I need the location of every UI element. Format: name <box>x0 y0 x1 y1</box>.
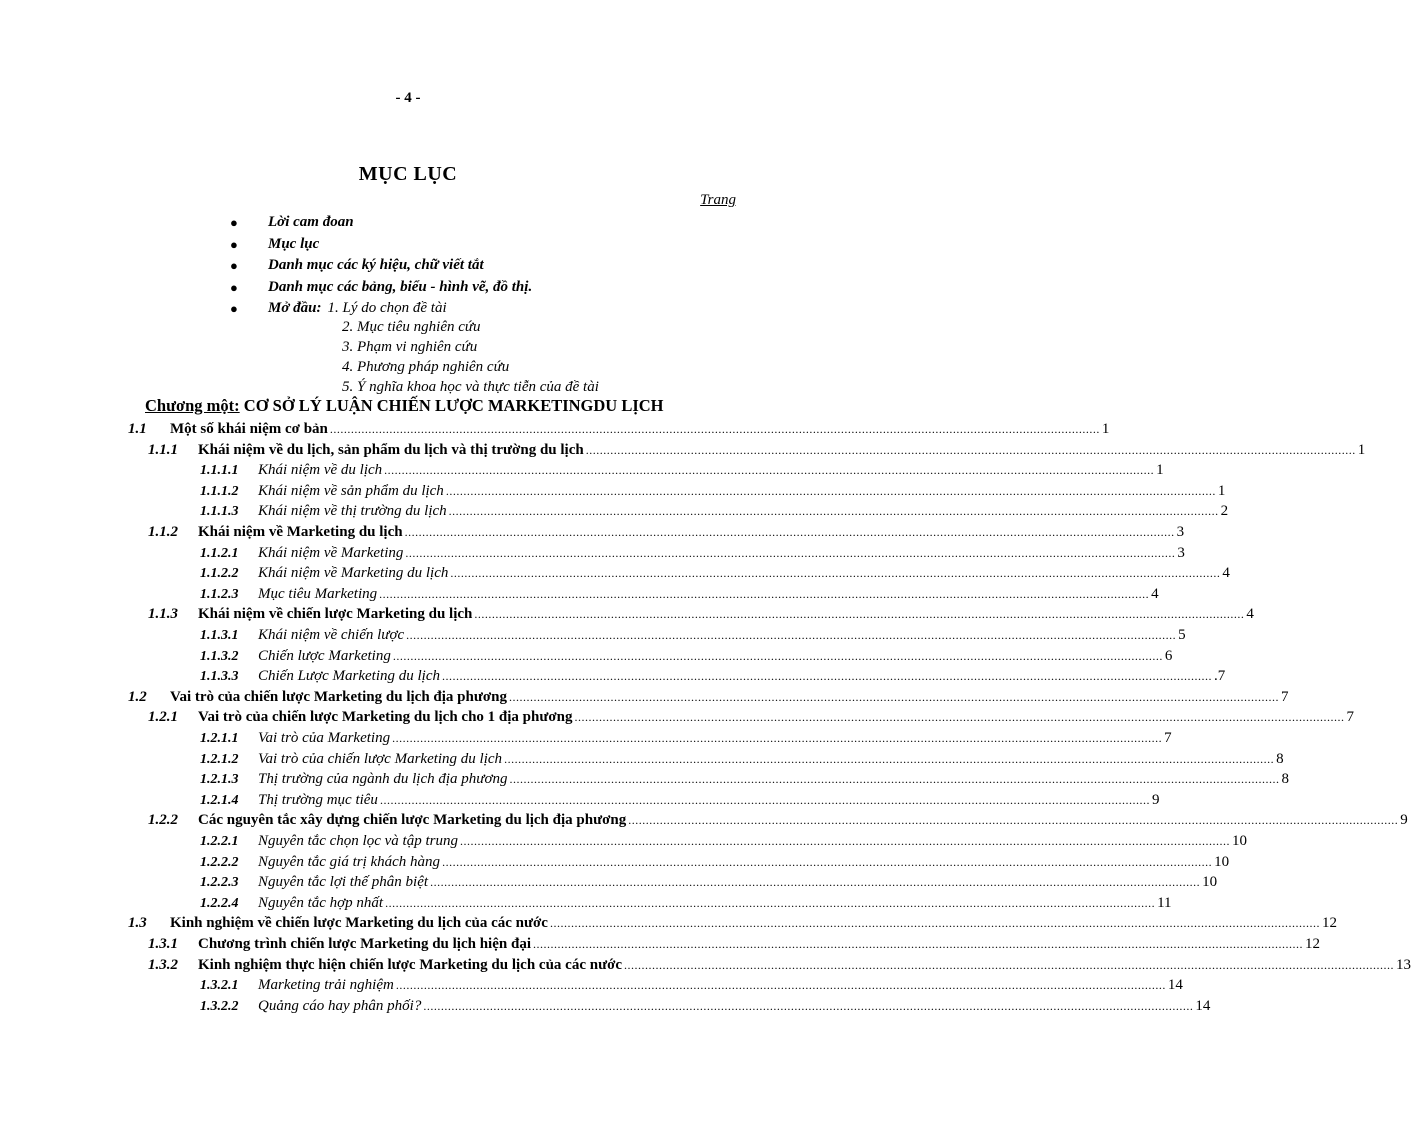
toc-entry-label: Nguyên tắc chọn lọc và tập trung <box>258 833 458 849</box>
toc-entry-page: 12 <box>1321 915 1337 932</box>
dot-leader: ............................................................................................................................................................................................................................ <box>450 566 1221 581</box>
toc-entry-number: 1.2.1 <box>148 709 178 726</box>
toc-entry-number: 1.1.1.1 <box>200 463 239 479</box>
toc-entry[interactable] <box>148 606 1254 623</box>
bullet-icon: ● <box>230 236 238 252</box>
dot-leader: ............................................................................................................................................................................................................................ <box>628 813 1399 828</box>
toc-entry[interactable] <box>200 977 1183 994</box>
toc-entry-page: .7 <box>1214 668 1226 685</box>
toc-entry-label: Khái niệm về Marketing du lịch <box>258 565 449 582</box>
chapter-title: CƠ SỞ LÝ LUẬN CHIẾN LƯỢC MARKETINGDU LỊCH <box>239 396 664 415</box>
front-matter-item[interactable] <box>230 212 750 234</box>
front-matter-label: Mở đầu: 1. Lý do chọn đề tài <box>268 300 447 316</box>
toc-entry[interactable] <box>148 709 1355 726</box>
toc-entry-label: Vai trò của chiến lược Marketing du lịch <box>258 750 503 767</box>
dot-leader: ............................................................................................................................................................................................................................ <box>329 422 1100 436</box>
dot-leader: ............................................................................................................................................................................................................................ <box>474 607 1245 622</box>
page-title: MỤC LỤC <box>358 163 458 185</box>
intro-subitem: 1. Lý do chọn đề tài <box>327 300 447 316</box>
toc-entry-label: Quảng cáo hay phân phối? <box>258 997 422 1014</box>
toc-entry-page: 3 <box>1177 544 1185 561</box>
page-number: - 4 - <box>395 90 421 106</box>
front-matter-label: Danh mục các bảng, biểu - hình vẽ, đồ thị. <box>268 278 533 295</box>
toc-entry-label: Thị trường của ngành du lịch địa phương <box>258 771 508 788</box>
toc-entry-label: Chiến Lược Marketing du lịch <box>258 668 440 685</box>
toc-entry-number: 1.2.2.3 <box>200 875 239 891</box>
toc-entry-label: Khái niệm về sản phẩm du lịch <box>258 482 444 499</box>
toc-entry-number: 1.1.2.1 <box>200 545 239 561</box>
toc-entry[interactable] <box>200 462 1164 479</box>
toc-entry[interactable] <box>200 833 1247 850</box>
toc-entry[interactable] <box>148 936 1320 953</box>
dot-leader: ............................................................................................................................................................................................................................ <box>430 875 1201 890</box>
toc-entry-number: 1.3 <box>128 915 147 932</box>
dot-leader: ............................................................................................................................................................................................................................ <box>574 710 1345 725</box>
front-matter-item[interactable] <box>230 234 750 256</box>
bullet-icon: ● <box>230 279 238 295</box>
toc-entry-label: Nguyên tắc giá trị khách hàng <box>258 853 441 870</box>
toc-entry-number: 1.3.2.1 <box>200 978 239 994</box>
toc-entry[interactable] <box>200 668 1226 685</box>
intro-subitem[interactable]: 4. Phương pháp nghiên cứu <box>342 359 510 375</box>
toc-entry-page: 4 <box>1151 585 1159 602</box>
toc-entry-page: 5 <box>1178 627 1186 643</box>
toc-entry-number: 1.3.2.2 <box>200 998 239 1014</box>
toc-entry[interactable] <box>200 544 1185 562</box>
dot-leader: ............................................................................................................................................................................................................................ <box>504 751 1275 766</box>
toc-entry-page: 8 <box>1276 750 1284 767</box>
toc-entry-number: 1.1.3.1 <box>200 628 239 643</box>
front-matter-item[interactable] <box>230 277 750 299</box>
toc-entry-page: 4 <box>1222 565 1230 582</box>
toc-entry-page: 3 <box>1176 524 1185 540</box>
toc-entry-number: 1.1.3 <box>148 606 178 623</box>
toc-entry-label: Vai trò của chiến lược Marketing du lịch cho 1 địa phương <box>198 709 573 726</box>
toc-entry-label: Marketing trải nghiệm <box>258 977 394 994</box>
toc-entry-number: 1.2.2.4 <box>200 895 239 911</box>
toc-entry[interactable] <box>128 688 1289 706</box>
toc-entry-page: 7 <box>1346 709 1355 726</box>
front-matter-label: Lời cam đoan <box>268 214 354 230</box>
dot-leader: ............................................................................................................................................................................................................................ <box>392 731 1163 745</box>
toc-entry-label: Vai trò của chiến lược Marketing du lịch địa phương <box>170 688 508 705</box>
toc-entry-page: 10 <box>1214 853 1230 870</box>
toc-entry-label: Chiến lược Marketing <box>258 647 391 664</box>
toc-entry[interactable] <box>200 750 1284 768</box>
dot-leader: ............................................................................................................................................................................................................................ <box>379 792 1150 807</box>
toc-entry[interactable] <box>148 812 1408 829</box>
dot-leader: ............................................................................................................................................................................................................................ <box>395 978 1166 993</box>
dot-leader: ............................................................................................................................................................................................................................ <box>392 648 1163 663</box>
dot-leader: ............................................................................................................................................................................................................................ <box>624 957 1395 972</box>
dot-leader: ............................................................................................................................................................................................................................ <box>448 504 1219 519</box>
toc-entry-page: 1 <box>1101 421 1110 437</box>
toc-entry-label: Nguyên tắc hợp nhất <box>258 894 384 911</box>
toc-entry-page: 7 <box>1281 688 1289 705</box>
toc-entry[interactable] <box>148 956 1411 974</box>
front-matter-label: Danh mục các ký hiệu, chữ viết tắt <box>268 257 484 273</box>
toc-entry-page: 14 <box>1195 997 1211 1014</box>
dot-leader: ............................................................................................................................................................................................................................ <box>379 586 1150 601</box>
toc-entry[interactable] <box>200 482 1226 500</box>
toc-entry[interactable] <box>148 441 1366 459</box>
dot-leader: ............................................................................................................................................................................................................................ <box>549 916 1320 931</box>
toc-entry-number: 1.1.3.2 <box>200 648 239 664</box>
bullet-icon: ● <box>230 215 238 230</box>
bullet-icon: ● <box>230 258 238 273</box>
toc-entry-label: Kinh nghiệm về chiến lược Marketing du lịch của các nước <box>170 915 548 932</box>
toc-entry-number: 1.1.2.3 <box>200 586 239 602</box>
toc-entry-number: 1.2.2.1 <box>200 834 239 849</box>
toc-entry[interactable] <box>148 524 1185 541</box>
toc-entry-label: Nguyên tắc lợi thế phân biệt <box>258 874 429 891</box>
toc-entry-number: 1.1.1.2 <box>200 483 239 499</box>
toc-entry-label: Khái niệm về Marketing du lịch <box>198 524 403 540</box>
toc-entry[interactable] <box>200 771 1289 788</box>
toc-entry-number: 1.3.1 <box>148 936 178 952</box>
toc-entry[interactable] <box>200 730 1172 747</box>
toc-entry-number: 1.1.2.2 <box>200 566 239 582</box>
toc-entry-number: 1.2.1.3 <box>200 772 239 788</box>
toc-entry[interactable] <box>200 997 1211 1015</box>
intro-subitem[interactable]: 3. Phạm vi nghiên cứu <box>342 339 478 355</box>
toc-entry-number: 1.2.2 <box>148 812 178 829</box>
dot-leader: ............................................................................................................................................................................................................................ <box>585 442 1356 457</box>
toc-entry[interactable] <box>128 915 1337 932</box>
page-column-label: Trang <box>700 192 736 208</box>
toc-entry-page: 10 <box>1202 874 1218 891</box>
toc-entry-page: 1 <box>1357 441 1366 458</box>
toc-entry-number: 1.1 <box>128 421 147 437</box>
toc-entry[interactable] <box>200 894 1172 912</box>
toc-entry-page: 14 <box>1167 977 1183 994</box>
toc-entry-page: 8 <box>1281 771 1289 788</box>
dot-leader: ............................................................................................................................................................................................................................ <box>445 483 1216 498</box>
toc-entry-label: Khái niệm về thị trường du lịch <box>258 503 447 520</box>
toc-entry-number: 1.1.1.3 <box>200 504 239 520</box>
dot-leader: ............................................................................................................................................................................................................................ <box>404 525 1175 539</box>
chapter-label: Chương một: <box>145 396 240 415</box>
toc-entry-page: 7 <box>1164 730 1172 746</box>
toc-entry-page: 1 <box>1217 482 1226 499</box>
toc-entry-label: Mục tiêu Marketing <box>258 585 378 602</box>
toc-entry-number: 1.2.1.1 <box>200 731 239 746</box>
bullet-icon: ● <box>230 301 238 316</box>
toc-entry[interactable] <box>200 853 1230 871</box>
toc-entry-page: 11 <box>1157 894 1172 911</box>
dot-leader: ............................................................................................................................................................................................................................ <box>509 772 1280 787</box>
dot-leader: ............................................................................................................................................................................................................................ <box>385 895 1156 910</box>
dot-leader: ............................................................................................................................................................................................................................ <box>533 937 1303 951</box>
toc-entry-page: 1 <box>1156 462 1164 479</box>
dot-leader: ............................................................................................................................................................................................................................ <box>423 998 1194 1013</box>
toc-entry-number: 1.2.1.4 <box>200 792 239 808</box>
toc-entry[interactable] <box>200 627 1186 644</box>
dot-leader: ............................................................................................................................................................................................................................ <box>509 689 1280 704</box>
toc-entry-label: Một số khái niệm cơ bản <box>170 421 328 437</box>
toc-entry-page: 4 <box>1246 606 1254 623</box>
dot-leader: ............................................................................................................................................................................................................................ <box>406 628 1177 642</box>
toc-entry-page: 9 <box>1400 812 1408 829</box>
dot-leader: ............................................................................................................................................................................................................................ <box>442 854 1213 869</box>
toc-entry-number: 1.2 <box>128 688 147 705</box>
dot-leader: ............................................................................................................................................................................................................................ <box>384 463 1155 478</box>
toc-entry-number: 1.1.1 <box>148 441 178 458</box>
toc-entry-page: 12 <box>1305 936 1320 952</box>
toc-entry-number: 1.3.2 <box>148 956 178 973</box>
toc-entry-number: 1.1.3.3 <box>200 669 239 685</box>
toc-entry[interactable] <box>200 565 1230 582</box>
toc-entry-label: Khái niệm về chiến lược <box>258 627 405 643</box>
toc-entry-number: 1.1.2 <box>148 524 178 540</box>
dot-leader: ............................................................................................................................................................................................................................ <box>442 669 1212 684</box>
toc-entry-page: 6 <box>1164 647 1173 664</box>
front-matter-item[interactable] <box>230 298 750 320</box>
toc-entry-number: 1.2.1.2 <box>200 751 239 767</box>
front-matter-item[interactable] <box>230 255 750 277</box>
chapter-heading <box>145 396 664 416</box>
toc-entry-label: Vai trò của Marketing <box>258 730 391 746</box>
front-matter-label: Mục lục <box>268 235 320 252</box>
toc-entry-label: Khái niệm về du lịch <box>258 462 383 479</box>
toc-entry-page: 2 <box>1220 503 1229 520</box>
intro-subitem[interactable]: 2. Mục tiêu nghiên cứu <box>342 319 481 335</box>
dot-leader: ............................................................................................................................................................................................................................ <box>405 545 1176 560</box>
toc-entry-label: Khái niệm về Marketing <box>258 544 404 561</box>
toc-entry-label: Khái niệm về chiến lược Marketing du lịch <box>198 606 473 623</box>
toc-entry[interactable] <box>200 791 1160 809</box>
toc-entry-label: Các nguyên tắc xây dựng chiến lược Marketing du lịch địa phương <box>198 812 627 829</box>
toc-entry[interactable] <box>200 503 1229 520</box>
front-matter-list <box>230 212 750 320</box>
toc-entry-label: Kinh nghiệm thực hiện chiến lược Marketing du lịch của các nước <box>198 956 623 973</box>
toc-entry[interactable] <box>200 874 1218 891</box>
toc-entry-label: Chương trình chiến lược Marketing du lịch hiện đại <box>198 936 531 952</box>
toc-entry-label: Khái niệm về du lịch, sản phẩm du lịch và thị trường du lịch <box>198 441 584 458</box>
toc-entry-page: 13 <box>1396 956 1411 973</box>
toc-entry[interactable] <box>128 421 1110 438</box>
toc-entry[interactable] <box>200 585 1159 603</box>
toc-entry-number: 1.2.2.2 <box>200 854 239 870</box>
intro-subitem[interactable]: 5. Ý nghĩa khoa học và thực tiễn của đề tài <box>342 379 599 395</box>
toc-entry-page: 10 <box>1231 833 1247 849</box>
toc-entry-page: 9 <box>1151 791 1160 808</box>
dot-leader: ............................................................................................................................................................................................................................ <box>459 834 1230 848</box>
toc-entry[interactable] <box>200 647 1173 665</box>
toc-entry-label: Thị trường mục tiêu <box>258 791 378 808</box>
